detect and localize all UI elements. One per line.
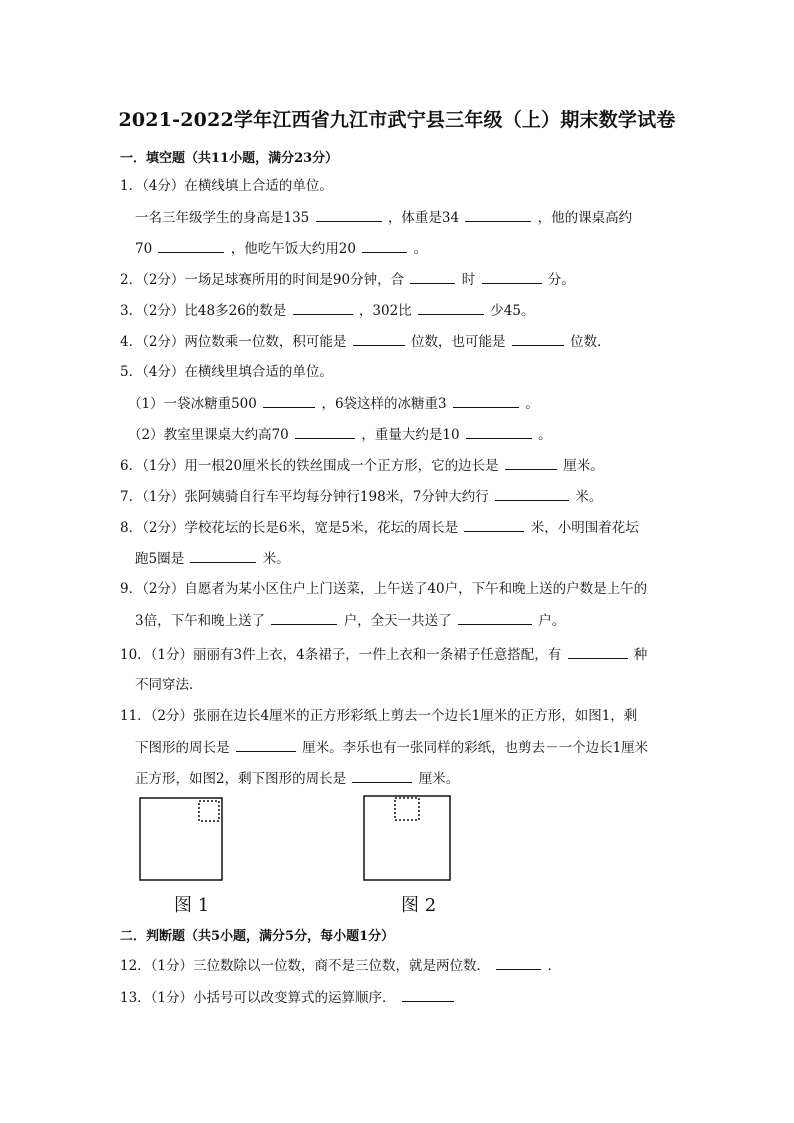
answer-blank[interactable] — [512, 332, 564, 346]
question-13: 13．（1分）小括号可以改变算式的运算顺序． — [120, 988, 456, 1007]
answer-blank[interactable] — [464, 518, 524, 532]
question-1-line-2: 一名三年级学生的身高是135 ，体重是34 ，他的课桌高约 — [135, 210, 633, 226]
answer-blank[interactable] — [271, 611, 337, 625]
figure-1-caption: 图 1 — [174, 895, 210, 916]
answer-blank[interactable] — [352, 769, 412, 783]
answer-blank[interactable] — [410, 270, 455, 284]
figure-2-square — [363, 795, 453, 883]
question-1-line-3: 70 ，他吃午饭大约用20 。 — [135, 241, 428, 257]
answer-blank[interactable] — [418, 301, 484, 315]
answer-blank[interactable] — [316, 208, 382, 222]
question-8-line-2: 跑5圈是 米。 — [135, 551, 290, 567]
question-3: 3．（2分）比48多26的数是 ，302比 少45。 — [120, 303, 535, 319]
question-5-part-1: （1）一袋冰糖重500 ，6袋这样的冰糖重3 。 — [128, 396, 539, 412]
question-11-line-1: 11．（2分）张丽在边长4厘米的正方形彩纸上剪去一个边长1厘米的正方形，如图1，剩 — [120, 708, 638, 724]
section-true-false-heading: 二．判断题（共5小题，满分5分，每小题1分） — [120, 929, 395, 944]
section-fill-in-heading: 一．填空题（共11小题，满分23分） — [120, 151, 339, 166]
answer-blank[interactable] — [263, 394, 315, 408]
answer-blank[interactable] — [362, 239, 407, 253]
figure-2-outline — [364, 796, 450, 880]
page-title: 2021-2022学年江西省九江市武宁县三年级（上）期末数学试卷 — [118, 109, 676, 131]
figure-2-cut-square — [395, 798, 419, 820]
question-4: 4．（2分）两位数乘一位数，积可能是 位数，也可能是 位数． — [120, 334, 611, 350]
question-1-stem: 1．（4分）在横线填上合适的单位。 — [120, 178, 333, 194]
question-8-line-1: 8．（2分）学校花坛的长是6米，宽是5米，花坛的周长是 米，小明围着花坛 — [120, 520, 639, 536]
answer-blank[interactable] — [482, 270, 542, 284]
answer-blank[interactable] — [353, 332, 405, 346]
answer-blank[interactable] — [496, 956, 541, 970]
answer-blank[interactable] — [458, 611, 532, 625]
answer-blank[interactable] — [495, 487, 569, 501]
question-10-line-2: 不同穿法． — [135, 677, 203, 693]
answer-blank[interactable] — [190, 549, 256, 563]
answer-blank[interactable] — [158, 239, 224, 253]
question-9-line-1: 9．（2分）自愿者为某小区住户上门送菜，上午送了40户，下午和晚上送的户数是上午的 — [120, 581, 648, 597]
figure-2-caption: 图 2 — [401, 895, 437, 916]
question-12: 12．（1分）三位数除以一位数，商不是三位数，就是两位数． ． — [120, 958, 562, 974]
answer-blank[interactable] — [465, 208, 531, 222]
answer-blank[interactable] — [236, 738, 296, 752]
question-6: 6．（1分）用一根20厘米长的铁丝围成一个正方形，它的边长是 厘米。 — [120, 458, 604, 474]
question-10-line-1: 10．（1分）丽丽有3件上衣，4条裙子，一件上衣和一条裙子任意搭配，有 种 — [120, 647, 648, 663]
question-7: 7．（1分）张阿姨骑自行车平均每分钟行198米，7分钟大约行 米。 — [120, 489, 603, 505]
question-5-part-2: （2）教室里课桌大约高70 ，重量大约是10 。 — [128, 427, 552, 443]
answer-blank[interactable] — [293, 301, 353, 315]
question-9-line-2: 3倍，下午和晚上送了 户，全天一共送了 户。 — [135, 613, 566, 629]
question-11-line-2: 下图形的周长是 厘米。李乐也有一张同样的彩纸，也剪去－一个边长1厘米 — [135, 740, 649, 756]
figure-1-outline — [140, 798, 222, 880]
answer-blank[interactable] — [505, 456, 557, 470]
question-2: 2．（2分）一场足球赛所用的时间是90分钟，合 时 分。 — [120, 272, 575, 288]
figure-1-square — [139, 797, 225, 883]
answer-blank[interactable] — [568, 645, 628, 659]
answer-blank[interactable] — [402, 988, 454, 1002]
answer-blank[interactable] — [295, 425, 355, 439]
figure-1-cut-square — [199, 801, 219, 821]
question-5-stem: 5．（4分）在横线里填合适的单位。 — [120, 364, 333, 380]
answer-blank[interactable] — [453, 394, 519, 408]
question-11-line-3: 正方形，如图2，剩下图形的周长是 厘米。 — [135, 771, 460, 787]
answer-blank[interactable] — [466, 425, 532, 439]
